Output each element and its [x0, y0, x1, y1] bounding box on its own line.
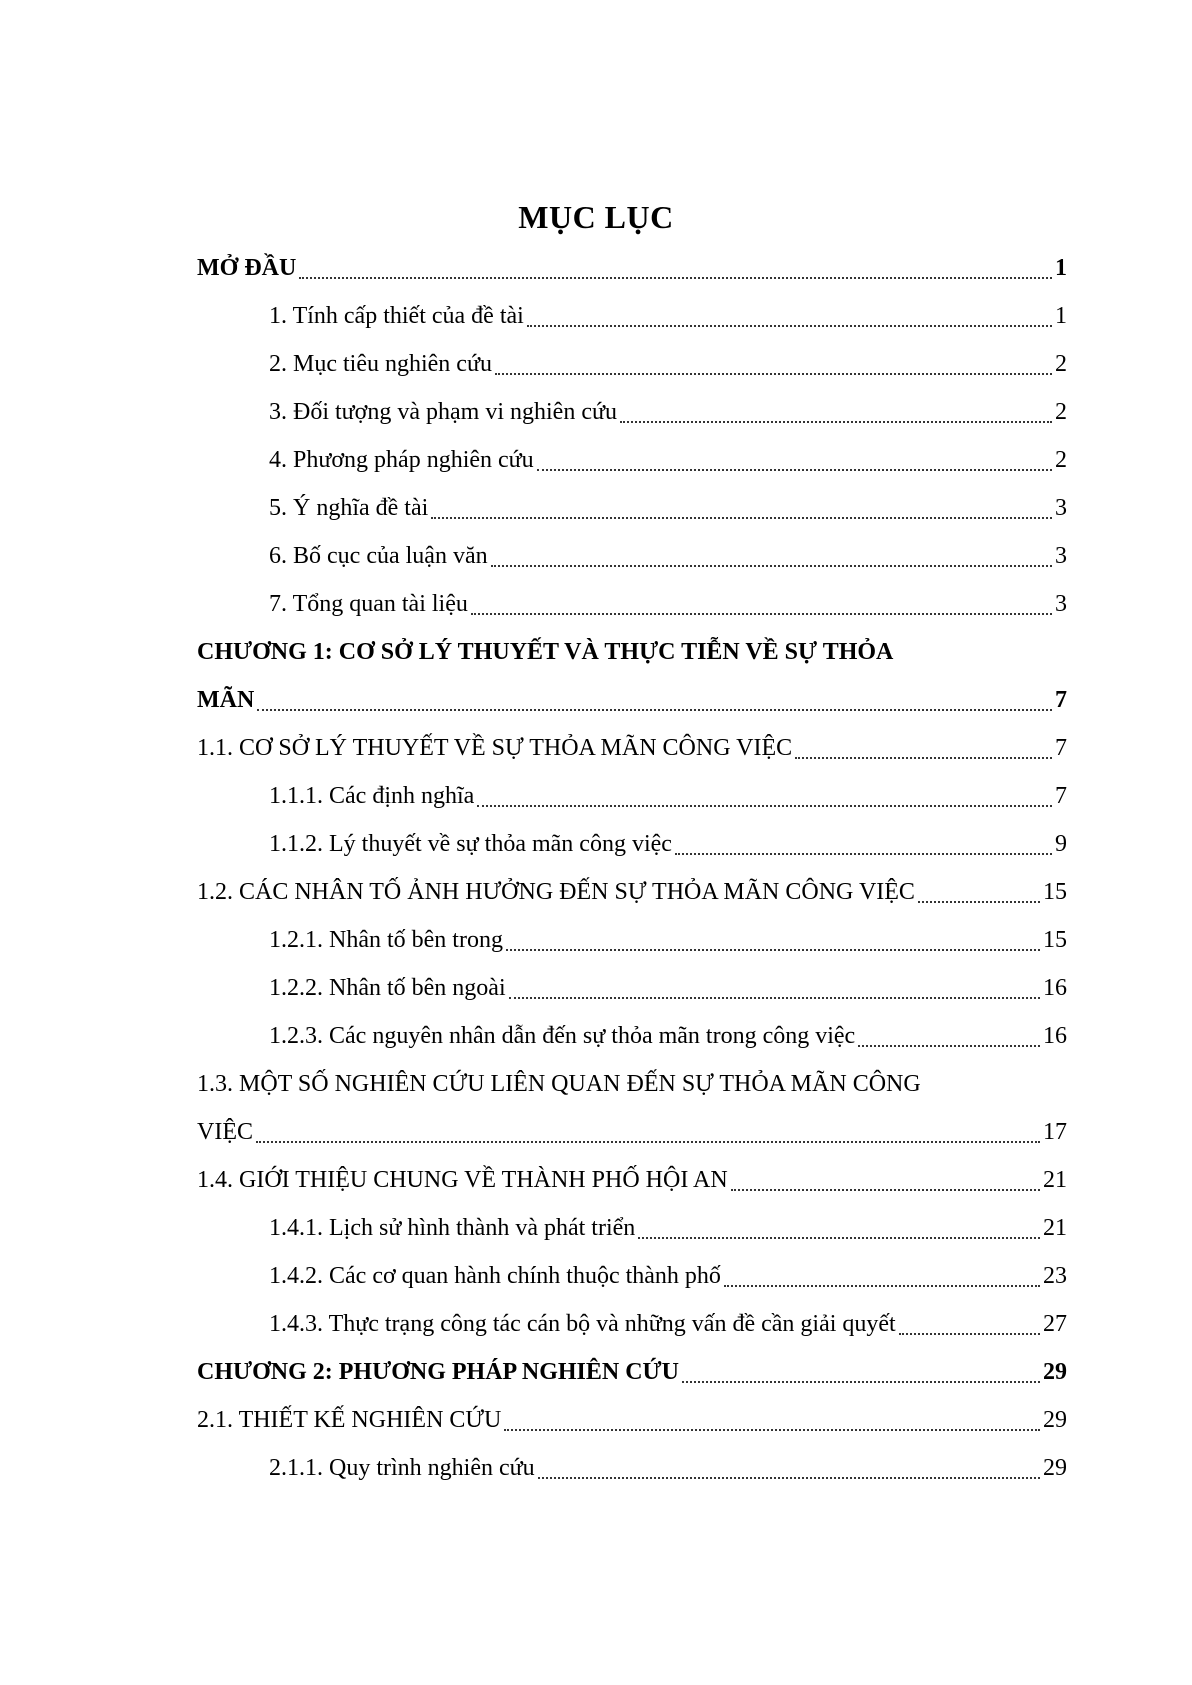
toc-entry-label: 1.1. CƠ SỞ LÝ THUYẾT VỀ SỰ THỎA MÃN CÔNG VIỆC	[197, 735, 793, 761]
toc-entry[interactable]	[197, 292, 1067, 340]
dot-leader	[256, 1140, 1040, 1143]
toc-entry[interactable]	[197, 772, 1067, 820]
dot-leader	[638, 1236, 1040, 1239]
toc-entry-page-number: 7	[1055, 687, 1067, 713]
toc-entry-label: 3. Đối tượng và phạm vi nghiên cứu	[269, 399, 617, 425]
toc-entry-label: 1.4.3. Thực trạng công tác cán bộ và những vấn đề cần giải quyết	[269, 1311, 896, 1337]
dot-leader	[918, 900, 1040, 903]
dot-leader	[858, 1044, 1040, 1047]
toc-entry-page-number: 21	[1043, 1215, 1067, 1241]
toc-entry-label: 1.2.3. Các nguyên nhân dẫn đến sự thỏa mãn trong công việc	[269, 1023, 856, 1049]
toc-entry-page-number: 1	[1055, 303, 1067, 329]
dot-leader	[899, 1332, 1040, 1335]
toc-entry-label: 7. Tổng quan tài liệu	[269, 591, 468, 617]
dot-leader	[299, 276, 1052, 279]
toc-entry-page-number: 21	[1043, 1167, 1067, 1193]
dot-leader	[527, 324, 1052, 327]
toc-entry-label: 1.2.1. Nhân tố bên trong	[269, 927, 503, 953]
toc-entry[interactable]	[197, 580, 1067, 628]
toc-entry[interactable]	[197, 1300, 1067, 1348]
dot-leader	[724, 1284, 1040, 1287]
toc-entry-label: MÃN	[197, 687, 255, 713]
toc-entry-page-number: 23	[1043, 1263, 1067, 1289]
toc-entry[interactable]	[197, 964, 1067, 1012]
toc-entry-page-number: 27	[1043, 1311, 1067, 1337]
dot-leader	[795, 756, 1052, 759]
toc-entry[interactable]	[197, 820, 1067, 868]
toc-entry-label: 2.1. THIẾT KẾ NGHIÊN CỨU	[197, 1407, 502, 1433]
toc-entry[interactable]	[197, 1396, 1067, 1444]
dot-leader	[682, 1380, 1040, 1383]
toc-entry-label: 1.1.1. Các định nghĩa	[269, 783, 475, 809]
toc-entry-heading-line	[197, 1060, 1067, 1108]
toc-entry[interactable]	[197, 916, 1067, 964]
dot-leader	[477, 804, 1052, 807]
toc-entry-label: 6. Bố cục của luận văn	[269, 543, 488, 569]
toc-entry-page-number: 3	[1055, 543, 1067, 569]
toc-entry-page-number: 29	[1043, 1455, 1067, 1481]
toc-entry-page-number: 7	[1055, 783, 1067, 809]
dot-leader	[731, 1188, 1040, 1191]
toc-entry-label: 1.2. CÁC NHÂN TỐ ẢNH HƯỞNG ĐẾN SỰ THỎA MÃN CÔNG VIỆC	[197, 879, 915, 905]
toc-entry-label: 1.1.2. Lý thuyết về sự thỏa mãn công việc	[269, 831, 672, 857]
toc-entry-page-number: 2	[1055, 351, 1067, 377]
toc-entry[interactable]	[197, 340, 1067, 388]
dot-leader	[257, 708, 1052, 711]
dot-leader	[675, 852, 1052, 855]
dot-leader	[509, 996, 1040, 999]
toc-entry-label: 4. Phương pháp nghiên cứu	[269, 447, 534, 473]
toc-entry[interactable]	[197, 1156, 1067, 1204]
toc-entry-page-number: 16	[1043, 975, 1067, 1001]
toc-entry-page-number: 17	[1043, 1119, 1067, 1145]
toc-entry[interactable]	[197, 1252, 1067, 1300]
toc-entry-page-number: 15	[1043, 927, 1067, 953]
dot-leader	[504, 1428, 1040, 1431]
toc-entry-label: CHƯƠNG 2: PHƯƠNG PHÁP NGHIÊN CỨU	[197, 1359, 679, 1385]
toc-entry[interactable]	[197, 724, 1067, 772]
toc-entry[interactable]	[197, 868, 1067, 916]
page-title: MỤC LỤC	[518, 199, 674, 235]
toc-entry[interactable]	[197, 676, 1067, 724]
toc-entry-page-number: 29	[1043, 1407, 1067, 1433]
toc-entry-page-number: 2	[1055, 399, 1067, 425]
toc-entry[interactable]	[197, 1108, 1067, 1156]
dot-leader	[491, 564, 1052, 567]
dot-leader	[538, 1476, 1040, 1479]
toc-entry-label: 2.1.1. Quy trình nghiên cứu	[269, 1455, 535, 1481]
dot-leader	[506, 948, 1040, 951]
toc-entry-page-number: 7	[1055, 735, 1067, 761]
toc-entry[interactable]	[197, 1444, 1067, 1492]
toc-entry-label: 1.4.2. Các cơ quan hành chính thuộc thành phố	[269, 1263, 721, 1289]
toc-entry[interactable]	[197, 244, 1067, 292]
toc-entry[interactable]	[197, 1012, 1067, 1060]
dot-leader	[471, 612, 1052, 615]
toc-entry-label: CHƯƠNG 1: CƠ SỞ LÝ THUYẾT VÀ THỰC TIỄN VỀ SỰ THỎA	[197, 639, 894, 665]
toc-entry-page-number: 29	[1043, 1359, 1067, 1385]
dot-leader	[537, 468, 1052, 471]
toc-entry-heading-line	[197, 628, 1067, 676]
toc-entry-label: 1.3. MỘT SỐ NGHIÊN CỨU LIÊN QUAN ĐẾN SỰ THỎA MÃN CÔNG	[197, 1071, 921, 1097]
toc-entry-page-number: 2	[1055, 447, 1067, 473]
table-of-contents	[197, 244, 1067, 1492]
dot-leader	[495, 372, 1052, 375]
toc-entry-label: 1. Tính cấp thiết của đề tài	[269, 303, 524, 329]
toc-entry-label: 1.2.2. Nhân tố bên ngoài	[269, 975, 506, 1001]
toc-entry-label: 5. Ý nghĩa đề tài	[269, 495, 429, 521]
toc-entry-page-number: 3	[1055, 495, 1067, 521]
toc-entry-page-number: 9	[1055, 831, 1067, 857]
toc-entry-label: MỞ ĐẦU	[197, 255, 297, 281]
toc-entry[interactable]	[197, 1348, 1067, 1396]
toc-entry-label: 1.4.1. Lịch sử hình thành và phát triển	[269, 1215, 636, 1241]
toc-entry[interactable]	[197, 436, 1067, 484]
dot-leader	[431, 516, 1052, 519]
toc-entry-page-number: 16	[1043, 1023, 1067, 1049]
toc-entry[interactable]	[197, 388, 1067, 436]
toc-entry-label: 1.4. GIỚI THIỆU CHUNG VỀ THÀNH PHỐ HỘI AN	[197, 1167, 728, 1193]
toc-entry[interactable]	[197, 1204, 1067, 1252]
toc-entry-page-number: 3	[1055, 591, 1067, 617]
toc-entry-page-number: 1	[1055, 255, 1067, 281]
toc-entry-label: 2. Mục tiêu nghiên cứu	[269, 351, 492, 377]
toc-entry-page-number: 15	[1043, 879, 1067, 905]
toc-entry[interactable]	[197, 532, 1067, 580]
toc-entry[interactable]	[197, 484, 1067, 532]
dot-leader	[620, 420, 1052, 423]
toc-entry-label: VIỆC	[197, 1119, 253, 1145]
